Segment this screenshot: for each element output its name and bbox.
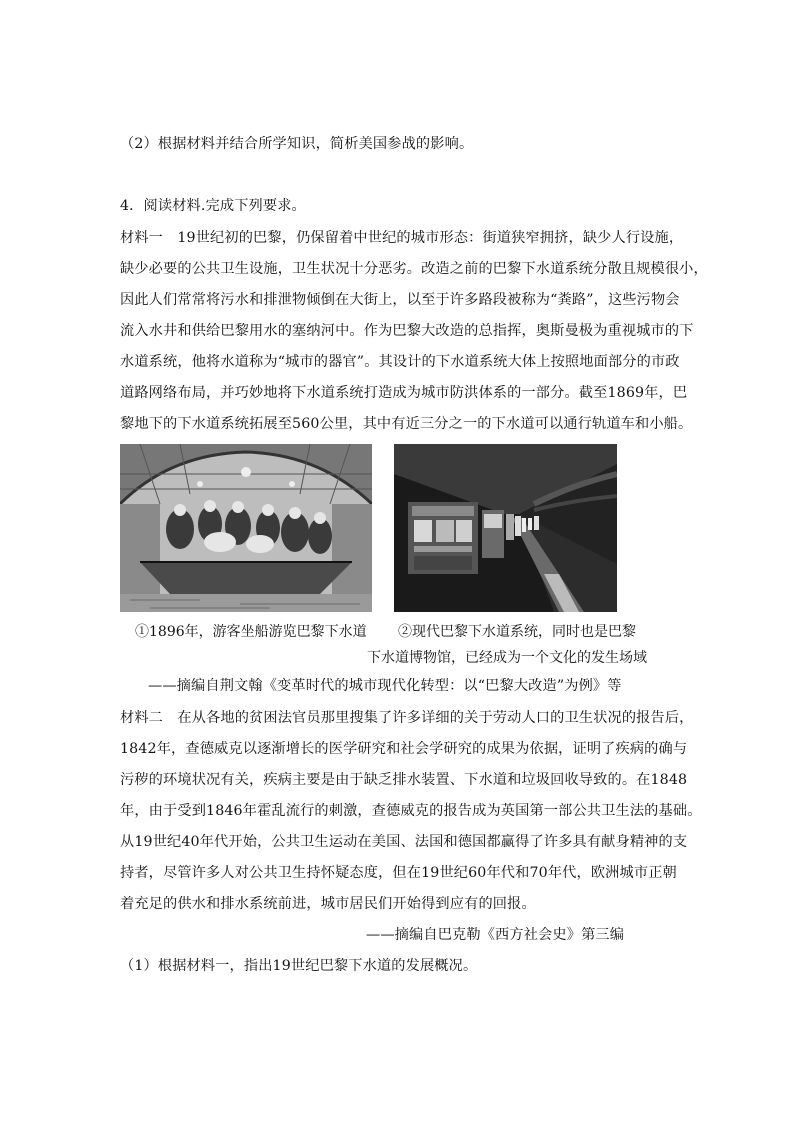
question-1: （1）根据材料一，指出19世纪巴黎下水道的发展概况。 (120, 958, 478, 974)
material-1-line: 因此人们常常将污水和排泄物倾倒在大街上，以至于许多路段被称为“粪路”，这些污物会 (120, 292, 680, 308)
source-citation-1: ——摘编自荆文翰《变革时代的城市现代化转型：以“巴黎大改造”为例》等 (148, 678, 622, 694)
question-2: （2）根据材料并结合所学知识，简析美国参战的影响。 (120, 136, 474, 152)
source-citation-2: ——摘编自巴克勒《西方社会史》第三编 (366, 927, 625, 943)
material-2-line: 持者，尽管许多人对公共卫生持怀疑态度，但在19世纪60年代和70年代，欧洲城市正朝 (120, 865, 677, 881)
material-1-line: 水道系统，他将水道称为“城市的器官”。其设计的下水道系统大体上按照地面部分的市政 (120, 354, 680, 370)
material-1-line: 黎地下的下水道系统拓展至560公里，其中有近三分之一的下水道可以通行轨道车和小船。 (120, 416, 693, 432)
material-1-line: 流入水井和供给巴黎用水的塞纳河中。作为巴黎大改造的总指挥，奥斯曼极为重视城市的下 (120, 323, 694, 339)
sewer-boat-engraving-image (120, 444, 372, 612)
figure-2-caption: ②现代巴黎下水道系统，同时也是巴黎 (398, 624, 636, 640)
material-1-line: 缺少必要的公共卫生设施，卫生状况十分恶劣。改造之前的巴黎下水道系统分散且规模很小， (120, 261, 708, 277)
material-2-line: 污秽的环境状况有关，疾病主要是由于缺乏排水装置、下水道和垃圾回收导致的。在1848 (120, 772, 688, 788)
question-4-title: 4．阅读材料.完成下列要求。 (120, 198, 306, 214)
material-1-line: 材料一 19世纪初的巴黎，仍保留着中世纪的城市形态：街道狭窄拥挤，缺少人行设施， (120, 230, 684, 246)
sewer-museum-photo-image (394, 444, 617, 612)
material-1-line: 道路网络布局，并巧妙地将下水道系统打造成为城市防洪体系的一部分。截至1869年，巴 (120, 385, 688, 401)
figure-2-caption-continued: 下水道博物馆，已经成为一个文化的发生场域 (367, 650, 647, 666)
material-2-line: 着充足的供水和排水系统前进，城市居民们开始得到应有的回报。 (120, 896, 536, 912)
material-2-line: 1842年，查德威克以逐渐增长的医学研究和社会学研究的成果为依据，证明了疾病的确与 (120, 741, 688, 757)
material-2-line: 材料二 在从各地的贫困法官员那里搜集了许多详细的关于劳动人口的卫生状况的报告后， (120, 710, 694, 726)
material-2-line: 从19世纪40年代开始，公共卫生运动在美国、法国和德国都赢得了许多具有献身精神的支 (120, 834, 688, 850)
material-2-line: 年，由于受到1846年霍乱流行的刺激，查德威克的报告成为英国第一部公共卫生法的基础。 (120, 803, 702, 819)
figure-1-caption: ①1896年，游客坐船游览巴黎下水道 (135, 624, 367, 640)
